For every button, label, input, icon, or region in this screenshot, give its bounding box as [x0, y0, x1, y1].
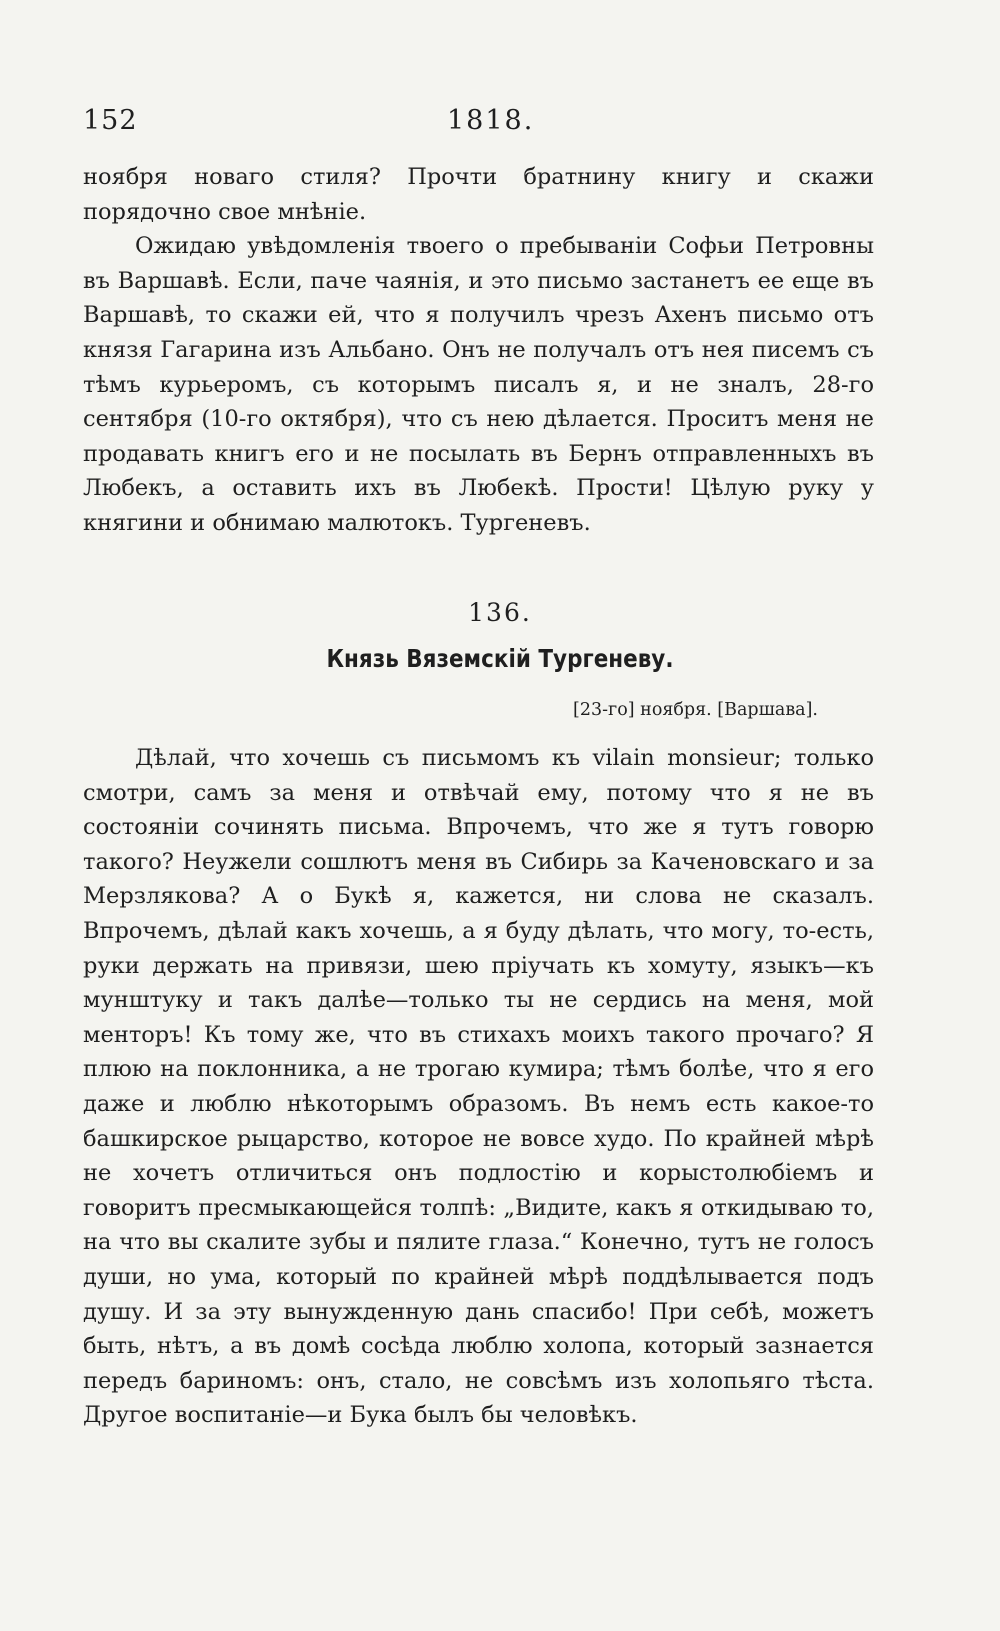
letter-heading: Князь Вяземскій Тургеневу.	[326, 644, 674, 673]
paragraph: Ожидаю увѣдомленія твоего о пребываніи Софьи Петровны въ Варшавѣ. Если, паче чаянія, и это письмо застанетъ ее еще въ Варшавѣ, то скажи ей, что я получилъ чрезъ Ахенъ письмо отъ князя Гагарина изъ Альбано. Онъ не получалъ отъ нея писемъ съ тѣмъ курьеромъ, съ которымъ писалъ я, и не зналъ, 28-го сентября (10-го октября), что съ нею дѣлается. Проситъ меня не продавать книгъ его и не посылать въ Бернъ отправленныхъ въ Любекъ, а оставить ихъ въ Любекѣ. Прости! Цѣлую руку у княгини и обнимаю малютокъ. Тургеневъ.	[83, 233, 874, 536]
page-number: 152	[83, 105, 138, 136]
letter-number: 136.	[468, 598, 532, 627]
running-head-year: 1818.	[447, 105, 535, 136]
letter-dateline: [23-го] ноября. [Варшава].	[573, 700, 818, 720]
letter-136-body	[83, 741, 874, 1433]
letter-135-conclusion	[83, 160, 874, 541]
paragraph: Дѣлай, что хочешь съ письмомъ къ vilain monsieur; только смотри, самъ за меня и отвѣчай ему, потому что я не въ состояніи сочинять письма. Впрочемъ, что же я тутъ говорю такого? Неужели сошлютъ меня въ Сибирь за Каченовскаго и за Мерзлякова? А о Букѣ я, кажется, ни слова не сказалъ. Впрочемъ, дѣлай какъ хочешь, а я буду дѣлать, что могу, то-есть, руки держать на привязи, шею пріучать къ хомуту, языкъ—къ мунштуку и такъ далѣе—только ты не сердись на меня, мой менторъ! Къ тому же, что въ стихахъ моихъ такого прочаго? Я плюю на поклонника, а не трогаю кумира; тѣмъ болѣе, что я его даже и люблю нѣкоторымъ образомъ. Въ немъ есть какое-то башкирское рыцарство, которое не вовсе худо. По крайней мѣрѣ не хочетъ отличиться онъ подлостію и корыстолюбіемъ и говоритъ пресмыкающейся толпѣ: „Видите, какъ я откидываю то, на что вы скалите зубы и пялите глаза.“ Конечно, тутъ не голосъ души, но ума, который по крайней мѣрѣ поддѣлывается подъ душу. И за эту вынужденную дань спасибо! При себѣ, можетъ быть, нѣтъ, а въ домѣ сосѣда люблю холопа, который зазнается передъ бариномъ: онъ, стало, не совсѣмъ изъ холопьяго тѣста. Другое воспитаніе—и Бука былъ бы человѣкъ.	[83, 745, 874, 1429]
paragraph: ноября новаго стиля? Прочти братнину книгу и скажи порядочно свое мнѣніе.	[83, 164, 874, 225]
